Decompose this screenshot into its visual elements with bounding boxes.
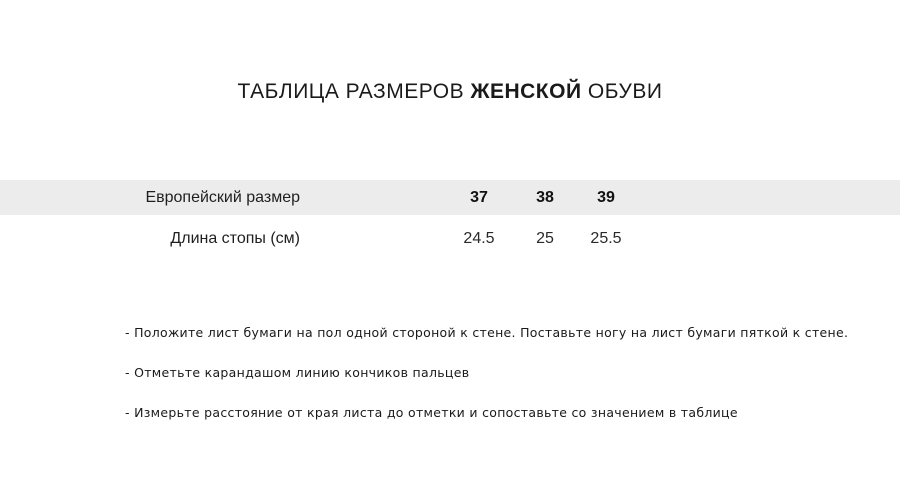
title-prefix: ТАБЛИЦА РАЗМЕРОВ — [237, 80, 465, 103]
size-row-european — [0, 180, 900, 215]
title-accent: ЖЕНСКОЙ — [470, 80, 582, 103]
page-title — [0, 80, 900, 104]
row-label-european-size: Европейский размер — [145, 189, 300, 206]
size-row-foot-length — [0, 221, 900, 256]
title-suffix: ОБУВИ — [587, 80, 663, 103]
foot-length-cell: 25.5 — [590, 230, 622, 247]
size-cell: 39 — [597, 189, 615, 206]
foot-length-cell: 25 — [536, 230, 554, 247]
row-label-foot-length: Длина стопы (см) — [170, 230, 300, 247]
instruction-item: - Измерьте расстояние от края листа до отметки и сопоставьте со значением в таблице — [125, 405, 738, 420]
instruction-item: - Отметьте карандашом линию кончиков пальцев — [125, 365, 470, 380]
size-cell: 37 — [470, 189, 488, 206]
size-cell: 38 — [536, 189, 554, 206]
foot-length-cell: 24.5 — [463, 230, 495, 247]
measurement-instructions — [125, 324, 865, 444]
instruction-item: - Положите лист бумаги на пол одной стороной к стене. Поставьте ногу на лист бумаги пяткой к стене. — [125, 325, 849, 340]
size-table — [0, 180, 900, 256]
